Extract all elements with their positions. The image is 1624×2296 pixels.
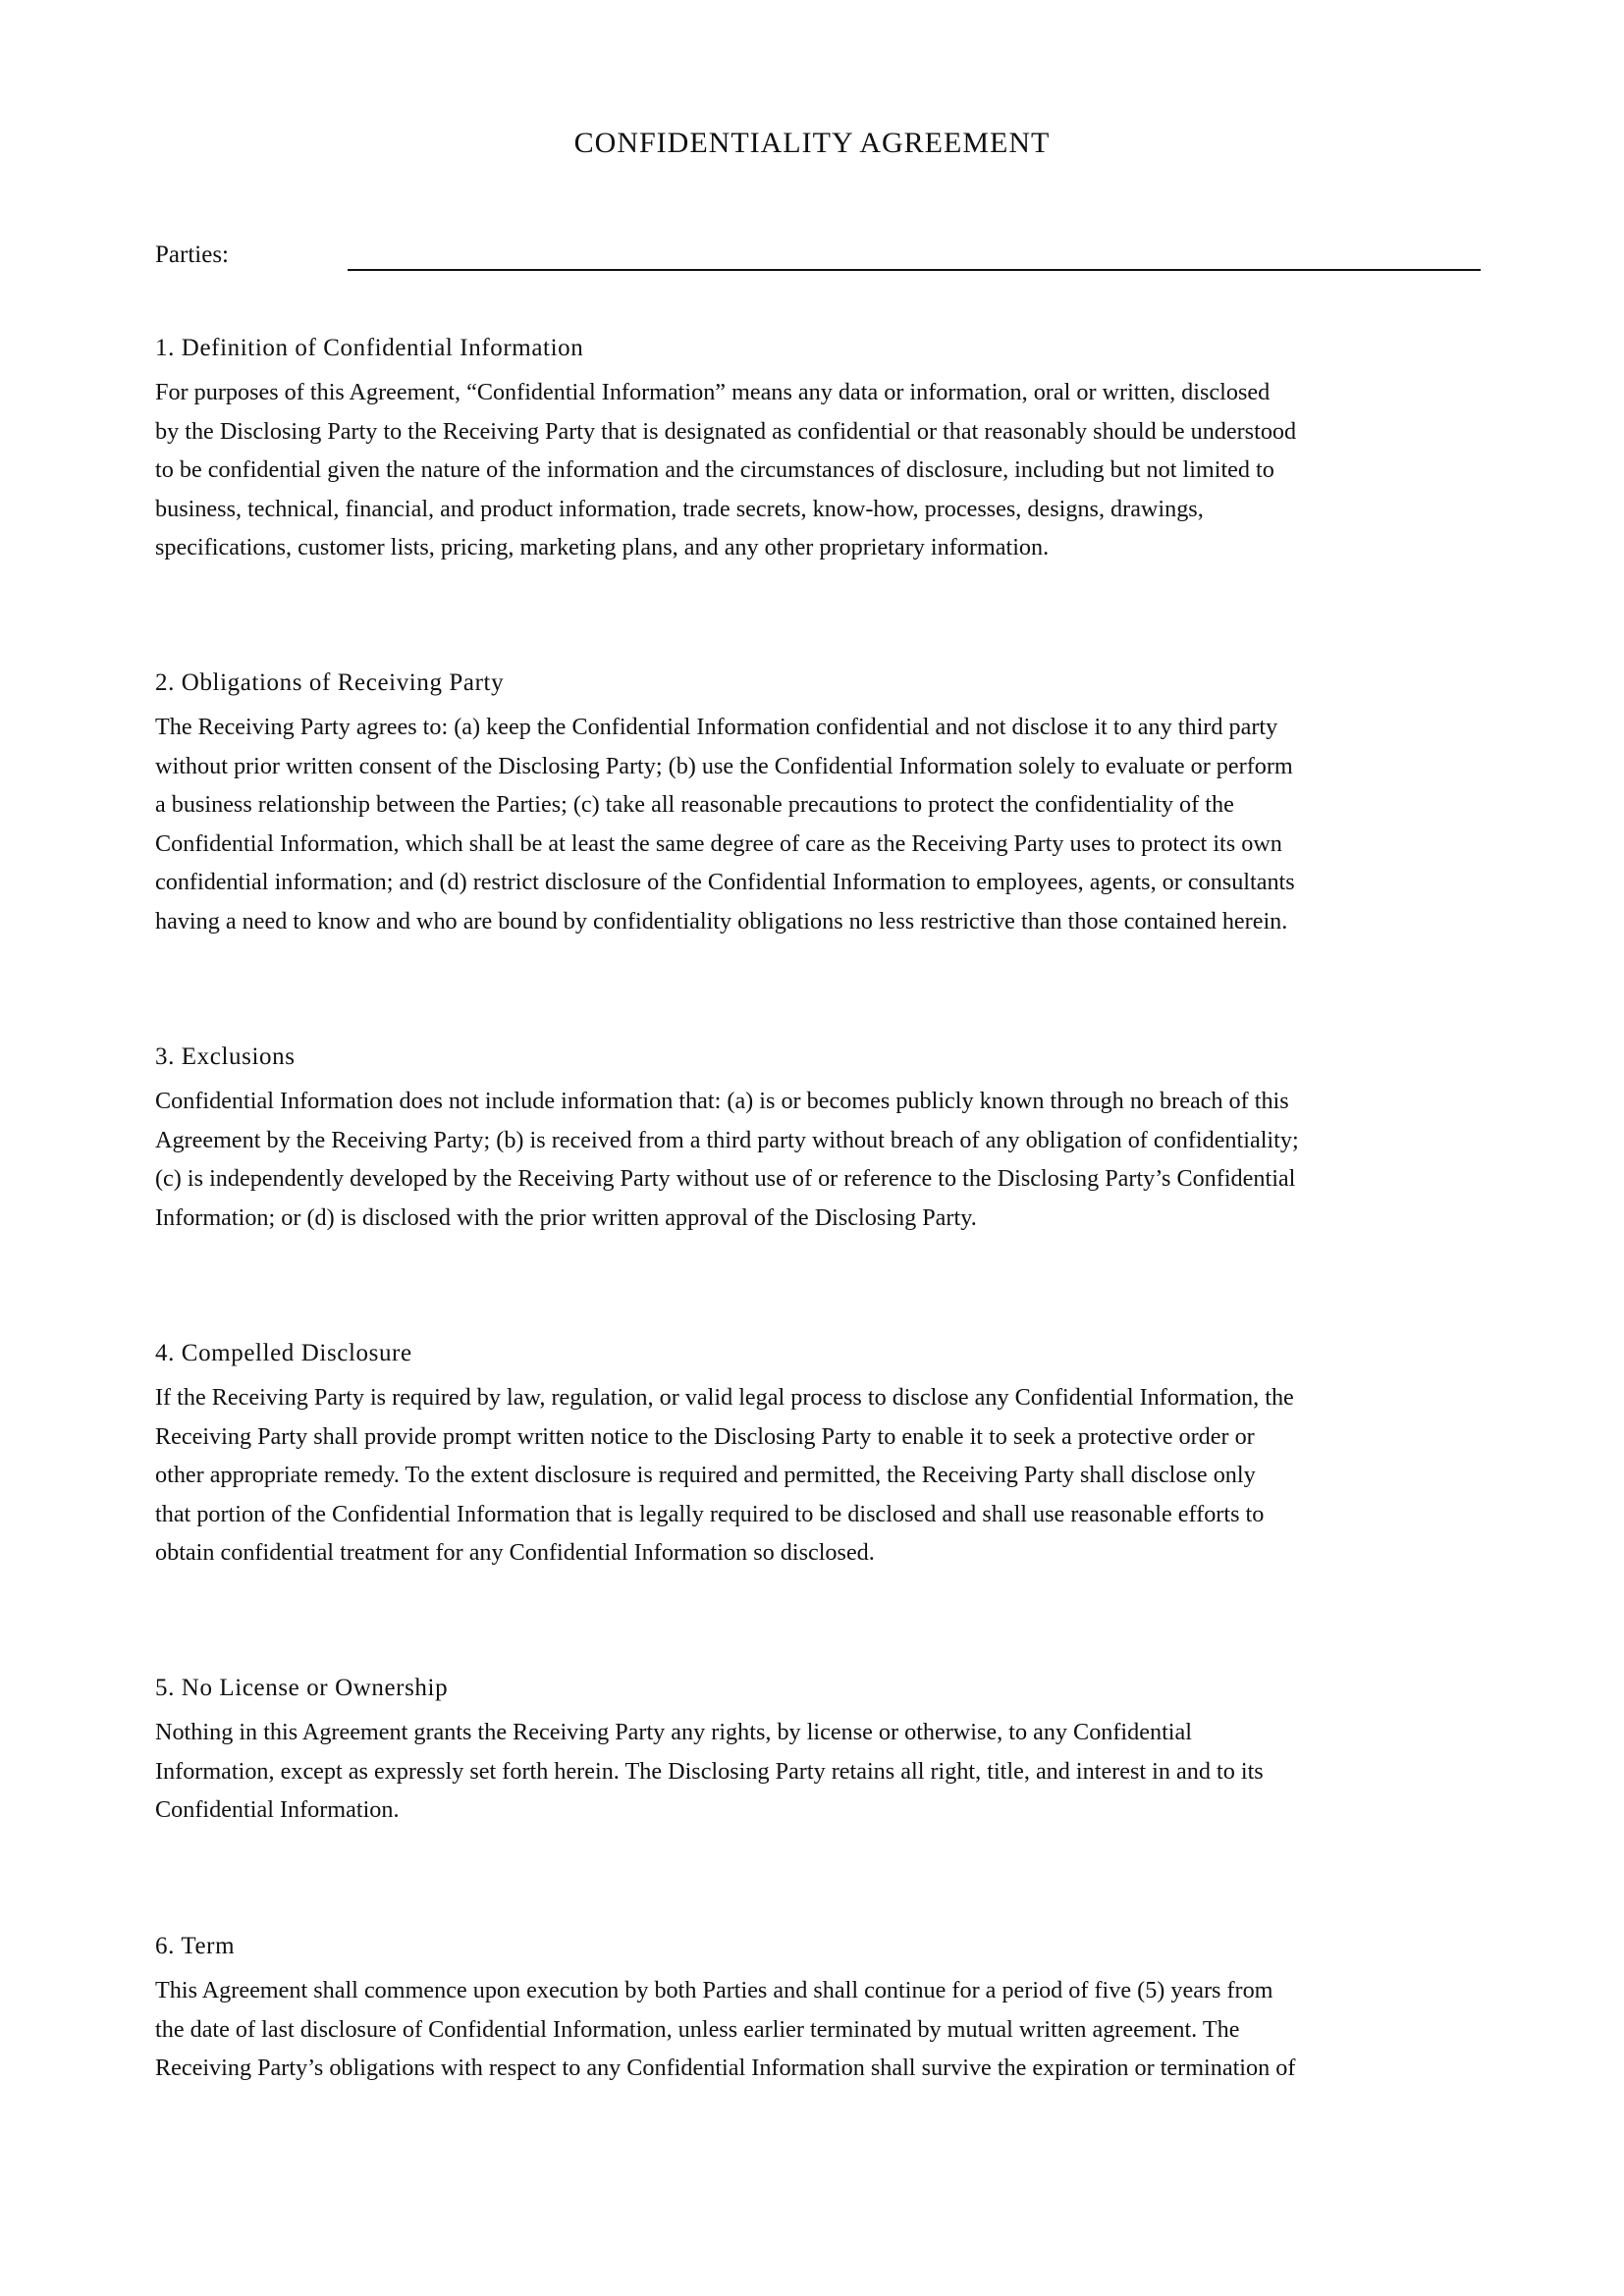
body-line: The Receiving Party agrees to: (a) keep the Confidential Information confidential and not disclose it to any third party (155, 714, 1278, 740)
body-line: (c) is independently developed by the Receiving Party without use of or reference to the Disclosing Party’s Confidential (155, 1165, 1296, 1193)
body-line: a business relationship between the Parties; (c) take all reasonable precautions to protect the confidentiality of the (155, 791, 1234, 819)
section-definition (155, 332, 1485, 567)
body-line: business, technical, financial, and product information, trade secrets, know-how, processes, designs, drawings, (155, 495, 1204, 522)
section-body (155, 1713, 1485, 1830)
body-line: the date of last disclosure of Confidential Information, unless earlier terminated by mutual written agreement. The (155, 2015, 1240, 2043)
section-body (155, 1971, 1485, 2088)
section-obligations (155, 667, 1485, 941)
body-line: Nothing in this Agreement grants the Receiving Party any rights, by license or otherwise, to any Confidential (155, 1719, 1192, 1745)
section-no-license (155, 1672, 1485, 1830)
section-body (155, 1378, 1485, 1573)
body-line: having a need to know and who are bound by confidentiality obligations no less restrictive than those contained herein. (155, 907, 1288, 934)
section-heading: 2. Obligations of Receiving Party (155, 669, 505, 696)
section-heading: 1. Definition of Confidential Information (155, 335, 584, 361)
body-line: confidential information; and (d) restrict disclosure of the Confidential Information to employees, agents, or consultants (155, 869, 1295, 896)
body-line: For purposes of this Agreement, “Confidential Information” means any data or information, oral or written, disclosed (155, 379, 1271, 405)
body-line: by the Disclosing Party to the Receiving Party that is designated as confidential or that reasonably should be understood (155, 417, 1297, 445)
body-line: Receiving Party’s obligations with respect to any Confidential Information shall survive the expiration or termination of (155, 2055, 1296, 2082)
section-heading: 3. Exclusions (155, 1043, 296, 1070)
section-body (155, 1082, 1485, 1237)
section-body (155, 708, 1485, 941)
body-line: Confidential Information does not include information that: (a) is or becomes publicly known through no breach of this (155, 1088, 1289, 1114)
section-body (155, 373, 1485, 567)
body-line: Information, except as expressly set forth herein. The Disclosing Party retains all right, title, and interest in and to its (155, 1757, 1264, 1785)
body-line: specifications, customer lists, pricing, marketing plans, and any other proprietary information. (155, 534, 1050, 561)
body-line: Confidential Information. (155, 1796, 400, 1824)
parties-label: Parties: (155, 241, 229, 268)
parties-signature-line (348, 269, 1481, 271)
document-title: CONFIDENTIALITY AGREEMENT (573, 127, 1051, 159)
section-heading: 5. No License or Ownership (155, 1675, 449, 1701)
section-compelled-disclosure (155, 1337, 1485, 1573)
section-exclusions (155, 1041, 1485, 1237)
body-line: This Agreement shall commence upon execution by both Parties and shall continue for a period of five (5) years from (155, 1977, 1273, 2003)
body-line: other appropriate remedy. To the extent disclosure is required and permitted, the Receiving Party shall disclose only (155, 1462, 1256, 1489)
body-line: that portion of the Confidential Information that is legally required to be disclosed and shall use reasonable efforts to (155, 1500, 1265, 1527)
body-line: If the Receiving Party is required by law, regulation, or valid legal process to disclose any Confidential Information, the (155, 1384, 1294, 1411)
body-line: to be confidential given the nature of the information and the circumstances of disclosure, including but not limited to (155, 456, 1274, 484)
section-heading: 4. Compelled Disclosure (155, 1340, 412, 1366)
body-line: Agreement by the Receiving Party; (b) is received from a third party without breach of any obligation of confidentiality; (155, 1126, 1299, 1153)
section-term (155, 1930, 1485, 2088)
body-line: Receiving Party shall provide prompt written notice to the Disclosing Party to enable it to seek a protective order or (155, 1422, 1255, 1450)
body-line: without prior written consent of the Disclosing Party; (b) use the Confidential Information solely to evaluate or perform (155, 752, 1293, 779)
body-line: obtain confidential treatment for any Confidential Information so disclosed. (155, 1539, 875, 1567)
body-line: Information; or (d) is disclosed with the prior written approval of the Disclosing Party. (155, 1203, 977, 1231)
section-heading: 6. Term (155, 1933, 236, 1959)
body-line: Confidential Information, which shall be at least the same degree of care as the Receiving Party uses to protect its own (155, 829, 1282, 857)
